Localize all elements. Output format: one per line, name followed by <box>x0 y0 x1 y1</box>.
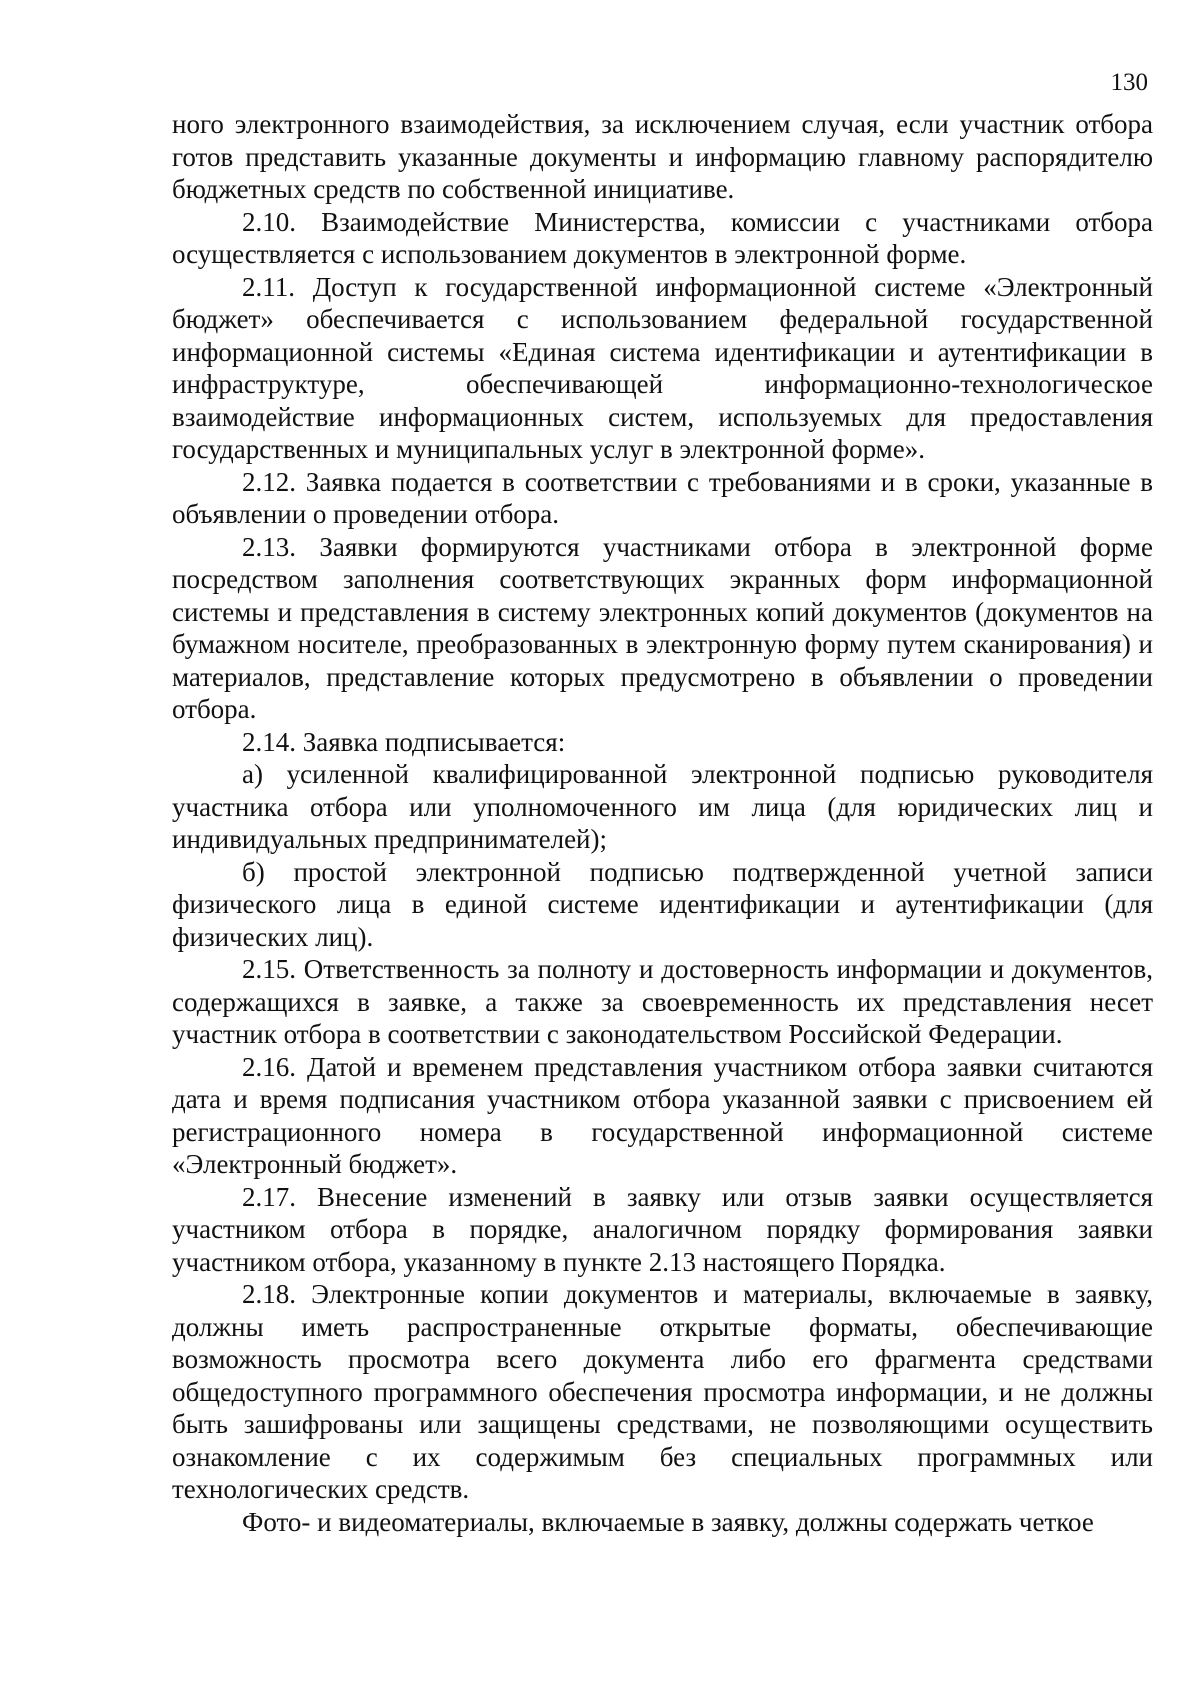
paragraph-2-13: 2.13. Заявки формируются участниками отбора в электронной форме посредством заполнения соответствующих экранных форм информационной системы и представления в систему электронных копий документов (документов на бумажном носителе, преобразованных в электронную форму путем сканирования) и материалов, представление которых предусмотрено в объявлении о проведении отбора. <box>172 531 1153 724</box>
paragraph-2-14-b: б) простой электронной подписью подтвержденной учетной записи физического лица в единой системе идентификации и аутентификации (для физических лиц). <box>172 856 1153 952</box>
paragraph-2-16: 2.16. Датой и временем представления участником отбора заявки считаются дата и время подписания участником отбора указанной заявки с присвоением ей регистрационного номера в государственной информационной системе «Электронный бюджет». <box>172 1051 1153 1179</box>
paragraph-photo-video: Фото- и видеоматериалы, включаемые в заявку, должны содержать четкое <box>242 1506 1094 1537</box>
paragraph-2-10: 2.10. Взаимодействие Министерства, комиссии с участниками отбора осуществляется с использованием документов в электронной форме. <box>172 206 1153 269</box>
paragraph-2-14-a: а) усиленной квалифицированной электронной подписью руководителя участника отбора или уполномоченного им лица (для юридических лиц и индивидуальных предпринимателей); <box>172 759 1153 854</box>
page-number: 130 <box>1110 69 1148 96</box>
paragraph-continuation: ного электронного взаимодействия, за исключением случая, если участник отбора готов представить указанные документы и информацию главному распорядителю бюджетных средств по собственной инициативе. <box>172 109 1153 204</box>
paragraph-2-18: 2.18. Электронные копии документов и материалы, включаемые в заявку, должны иметь распространенные открытые форматы, обеспечивающие возможность просмотра всего документа либо его фрагмента средствами общедоступного программного обеспечения просмотра информации, и не должны быть зашифрованы или защищены средствами, не позволяющими осуществить ознакомление с их содержимым без специальных программных или технологических средств. <box>172 1279 1153 1504</box>
paragraph-2-11: 2.11. Доступ к государственной информационной системе «Электронный бюджет» обеспечивается с использованием федеральной государственной информационной системы «Единая система идентификации и аутентификации в инфраструктуре, обеспечивающей информационно-технологическое взаимодействие информационных систем, используемых для предоставления государственных и муниципальных услуг в электронной форме». <box>172 271 1153 464</box>
paragraph-2-15: 2.15. Ответственность за полноту и достоверность информации и документов, содержащихся в заявке, а также за своевременность их представления несет участник отбора в соответствии с законодательством Российской Федерации. <box>172 954 1153 1049</box>
paragraph-2-14: 2.14. Заявка подписывается: <box>242 726 566 757</box>
document-body <box>172 108 1153 1538</box>
paragraph-2-17: 2.17. Внесение изменений в заявку или отзыв заявки осуществляется участником отбора в порядке, аналогичном порядку формирования заявки участником отбора, указанному в пункте 2.13 настоящего Порядка. <box>172 1181 1153 1277</box>
paragraph-2-12: 2.12. Заявка подается в соответствии с требованиями и в сроки, указанные в объявлении о проведении отбора. <box>172 466 1153 529</box>
